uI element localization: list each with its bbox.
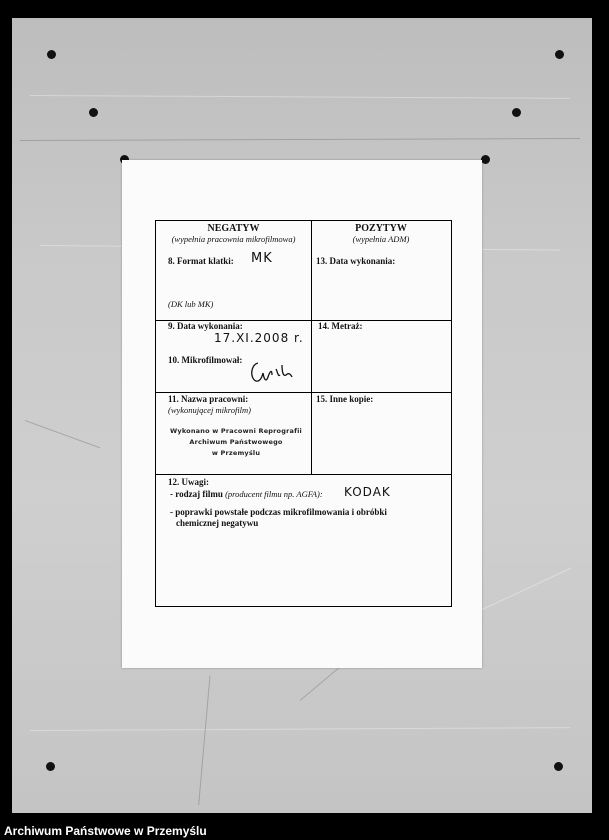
signature (248, 359, 303, 389)
lab-stamp-line3: w Przemyślu (211, 449, 261, 457)
lab-stamp-line2: Archiwum Państwowego (189, 438, 283, 446)
negatyw-subtitle: (wypełnia pracownia mikrofilmowa) (171, 234, 296, 244)
format-note: (DK lub MK) (168, 299, 214, 309)
film-hole (89, 108, 98, 117)
other-copies-label: 15. Inne kopie: (316, 394, 374, 404)
film-type-note: (producent filmu np. AGFA): (225, 489, 323, 499)
remarks-label: 12. Uwagi: (168, 477, 209, 487)
corrections-text-2: chemicznej negatywu (176, 518, 259, 528)
film-hole (481, 155, 490, 164)
film-hole (47, 50, 56, 59)
film-type-label: - rodzaj filmu (170, 489, 223, 499)
lab-name-label: 11. Nazwa pracowni: (168, 394, 249, 404)
negatyw-title: NEGATYW (207, 223, 260, 234)
film-hole (555, 50, 564, 59)
microfilm-form (155, 220, 452, 607)
row-divider (156, 392, 451, 393)
format-label: 8. Format klatki: (168, 256, 234, 266)
copy-date-label: 13. Data wykonania: (316, 256, 396, 266)
film-type-value: KODAK (344, 485, 391, 499)
row-divider (156, 474, 451, 475)
film-date-label: 9. Data wykonania: (168, 321, 243, 331)
film-hole (512, 108, 521, 117)
format-value: MK (251, 251, 273, 266)
filmed-by-label: 10. Mikrofilmował: (168, 355, 243, 365)
pozytyw-title: POZYTYW (355, 223, 407, 234)
pozytyw-subtitle: (wypełnia ADM) (352, 234, 410, 244)
corrections-text: - poprawki powstałe podczas mikrofilmowania i obróbki (170, 507, 387, 517)
archive-caption: Archiwum Państwowe w Przemyślu (4, 824, 207, 838)
column-divider (311, 221, 312, 474)
lab-stamp-line1: Wykonano w Pracowni Reprografii (170, 427, 302, 435)
lab-name-note: (wykonującej mikrofilm) (168, 405, 252, 415)
length-label: 14. Metraż: (318, 321, 363, 331)
film-hole (554, 762, 563, 771)
film-type-row (170, 489, 323, 499)
film-date-value: 17.XI.2008 r. (214, 331, 304, 345)
film-hole (46, 762, 55, 771)
